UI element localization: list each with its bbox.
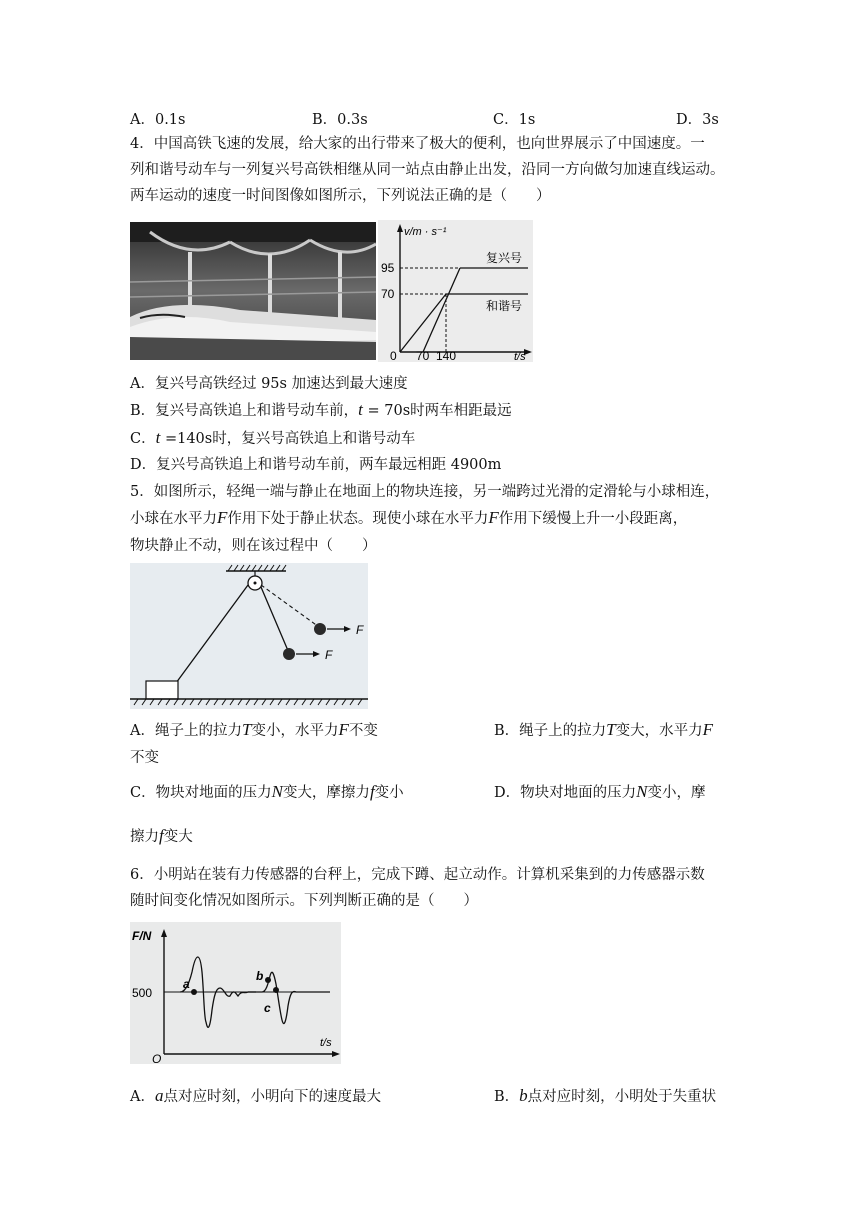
q5-option-b [494, 720, 713, 741]
pulley-diagram [130, 563, 368, 709]
fuxing-accel-line [423, 268, 460, 352]
x-tick-140: 140 [436, 349, 457, 362]
origin-label: 0 [390, 349, 397, 362]
hexie-accel-line [400, 294, 446, 352]
force-time-graph [130, 922, 341, 1064]
y-axis-arrow [397, 224, 403, 232]
y-axis-label: v/m · s⁻¹ [404, 226, 447, 238]
q6-option-a [130, 1086, 381, 1107]
q6-option-b [494, 1086, 716, 1107]
q4-stem-line3: 两车运动的速度一时间图像如图所示，下列说法正确的是（ ） [130, 188, 551, 204]
q5-option-a-mid: 变小，水平力 [251, 723, 339, 739]
q4-option-c-post: 时，复兴号高铁追上和谐号动车 [212, 431, 416, 447]
q5-option-d-var-f: f [159, 826, 164, 845]
point-b [265, 977, 271, 983]
rope-to-ball-low [261, 587, 289, 653]
q5-option-a-pre: A．绳子上的拉力 [130, 723, 242, 739]
force-label-low: F [325, 648, 333, 662]
q4-option-b-eq: = 70s [362, 403, 411, 419]
q5-option-c-mid: 变大，摩擦力 [282, 785, 370, 801]
q6-option-a-post: 点对应时刻，小明向下的速度最大 [163, 1089, 381, 1105]
q5-option-b-wrap: 不变 [130, 750, 159, 766]
q5-stem-line3: 物块静止不动，则在该过程中（ ） [130, 538, 377, 554]
force-label-high: F [356, 623, 364, 637]
origin-label: O [152, 1052, 162, 1064]
q5-option-d-var-N: N [636, 782, 648, 801]
q5-option-a-post: 不变 [348, 723, 378, 739]
q5-option-b-var-F: F [702, 720, 714, 739]
point-label-a: a [183, 977, 190, 991]
q4-option-b-pre: B．复兴号高铁追上和谐号动车前， [130, 403, 359, 419]
point-label-b: b [256, 969, 264, 983]
q5-stem-line2 [130, 508, 687, 529]
q5-option-d-wrap-pre: 擦力 [130, 829, 159, 845]
q3-option-b: B．0.3s [312, 112, 368, 128]
q5-stem-line2-post: 作用下缓慢上升一小段距离， [498, 511, 688, 527]
point-c [273, 987, 279, 993]
series-label-hexie: 和谐号 [486, 299, 523, 313]
q5-option-c-var-f: f [369, 782, 375, 801]
q4-stem-line1: 4．中国高铁飞速的发展，给大家的出行带来了极大的便利，也向世界展示了中国速度。一 [130, 136, 705, 152]
q4-option-b [130, 400, 512, 421]
q5-option-c-pre: C．物块对地面的压力 [130, 785, 272, 801]
q3-option-c: C．1s [493, 112, 536, 128]
q5-var-F-2: F [488, 508, 499, 527]
y-axis-label: F/N [132, 929, 152, 943]
series-label-fuxing: 复兴号 [486, 251, 523, 265]
q6-option-b-pre: B． [494, 1089, 520, 1105]
q5-option-b-var-T: T [606, 720, 616, 739]
y-tick-500: 500 [132, 986, 153, 1000]
q4-option-d: D．复兴号高铁追上和谐号动车前，两车最远相距 4900m [130, 457, 502, 473]
q5-option-c-post: 变小 [374, 785, 404, 801]
q5-option-d-wrap [130, 826, 193, 847]
ball-high [314, 623, 326, 635]
q4-option-a: A．复兴号高铁经过 95s 加速达到最大速度 [130, 376, 408, 392]
ball-low [283, 648, 295, 660]
q4-option-c-pre: C． [130, 431, 156, 447]
q4-option-b-post: 时两车相距最远 [410, 403, 512, 419]
q6-option-a-var: a [154, 1086, 164, 1105]
q6-stem-line1: 6．小明站在装有力传感器的台秤上，完成下蹲、起立动作。计算机采集到的力传感器示数 [130, 867, 705, 883]
q5-option-d-wrap-post: 变大 [163, 829, 193, 845]
q6-stem-line2: 随时间变化情况如图所示。下列判断正确的是（ ） [130, 893, 478, 909]
block [146, 681, 178, 699]
q5-stem-line2-mid: 作用下处于静止状态。现使小球在水平力 [227, 511, 489, 527]
q3-option-a: A．0.1s [130, 112, 186, 128]
q5-stem-line2-pre: 小球在水平力 [130, 511, 217, 527]
q4-option-b-var-t: t [358, 400, 363, 419]
q5-option-d-pre: D．物块对地面的压力 [494, 785, 637, 801]
q5-option-c [130, 782, 404, 803]
x-axis-label: t/s [320, 1037, 332, 1049]
x-tick-70: 70 [416, 349, 430, 362]
q5-option-d-post: 变小，摩 [647, 785, 706, 801]
q4-option-c-eq: =140s [160, 431, 213, 447]
point-label-c: c [264, 1001, 271, 1015]
q4-option-c [130, 428, 415, 449]
y-tick-70: 70 [381, 287, 395, 301]
q4-option-c-var-t: t [155, 428, 161, 447]
q5-option-b-mid: 变大，水平力 [615, 723, 703, 739]
q5-var-F-1: F [217, 508, 228, 527]
q5-option-b-pre: B．绳子上的拉力 [494, 723, 607, 739]
point-a [191, 989, 197, 995]
velocity-time-graph [378, 220, 533, 362]
q5-option-a [130, 720, 378, 741]
q6-option-a-pre: A． [130, 1089, 155, 1105]
y-tick-95: 95 [381, 261, 395, 275]
q3-option-d: D．3s [676, 112, 719, 128]
q4-stem-line2: 列和谐号动车与一列复兴号高铁相继从同一站点由静止出发，沿同一方向做匀加速直线运动。 [130, 162, 725, 178]
q5-option-a-var-T: T [241, 720, 252, 739]
q5-option-c-var-N: N [271, 782, 283, 801]
q6-option-b-var: b [519, 1086, 528, 1105]
q5-option-d [494, 782, 705, 803]
train-station-photo [130, 222, 376, 360]
q6-option-b-post: 点对应时刻，小明处于失重状 [527, 1089, 717, 1105]
x-axis-label: t/s [514, 351, 526, 362]
q5-stem-line1: 5．如图所示，轻绳一端与静止在地面上的物块连接，另一端跨过光滑的定滑轮与小球相连， [130, 484, 720, 500]
q5-option-a-var-F: F [338, 720, 349, 739]
rope-to-block [176, 585, 248, 683]
